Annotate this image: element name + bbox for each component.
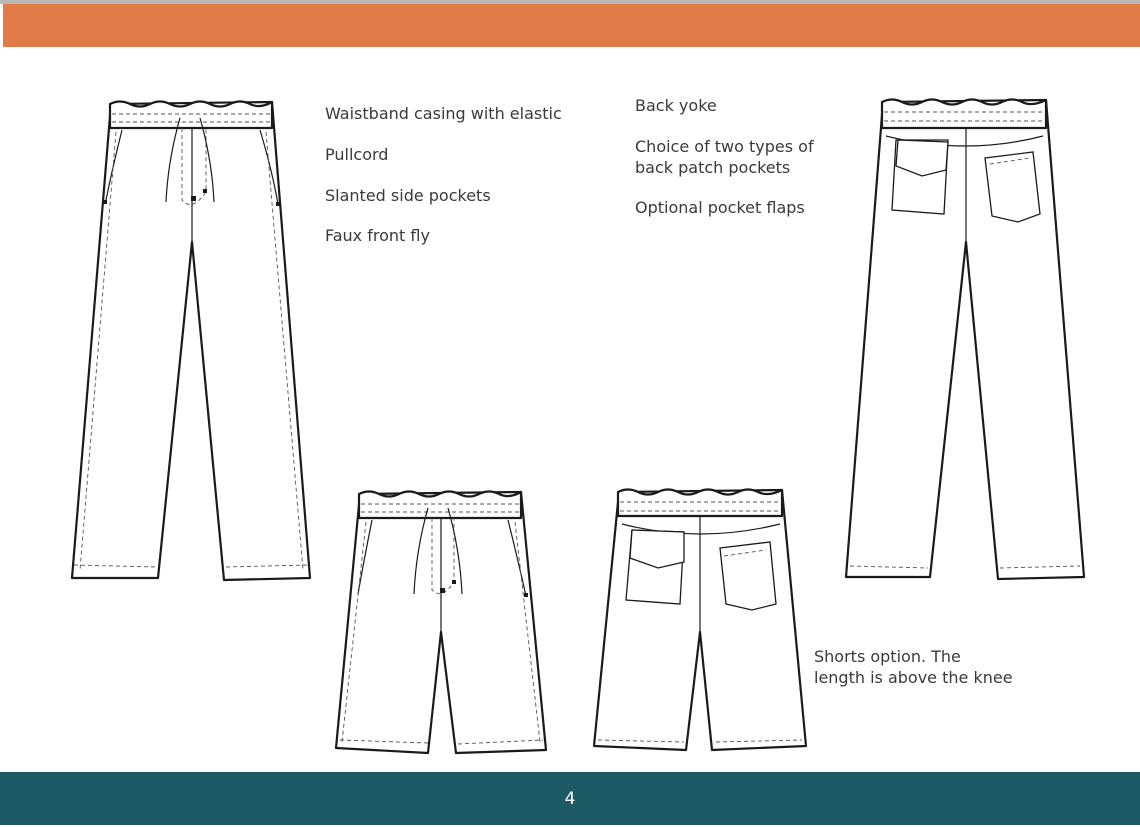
- annotation-pullcord: Pullcord: [325, 145, 389, 164]
- annotation-pocket-flaps: Optional pocket flaps: [635, 198, 805, 217]
- footer-band: [0, 772, 1140, 825]
- annotation-faux-fly: Faux front fly: [325, 226, 430, 245]
- page-number: 4: [564, 788, 576, 809]
- annotation-back-yoke: Back yoke: [635, 96, 717, 115]
- annotation-waistband: Waistband casing with elastic: [325, 104, 562, 123]
- annotation-back-pockets: Choice of two types of back patch pockets: [635, 137, 814, 177]
- annotation-side-pockets: Slanted side pockets: [325, 186, 491, 205]
- annotation-shorts-option: Shorts option. The length is above the knee: [814, 647, 1013, 687]
